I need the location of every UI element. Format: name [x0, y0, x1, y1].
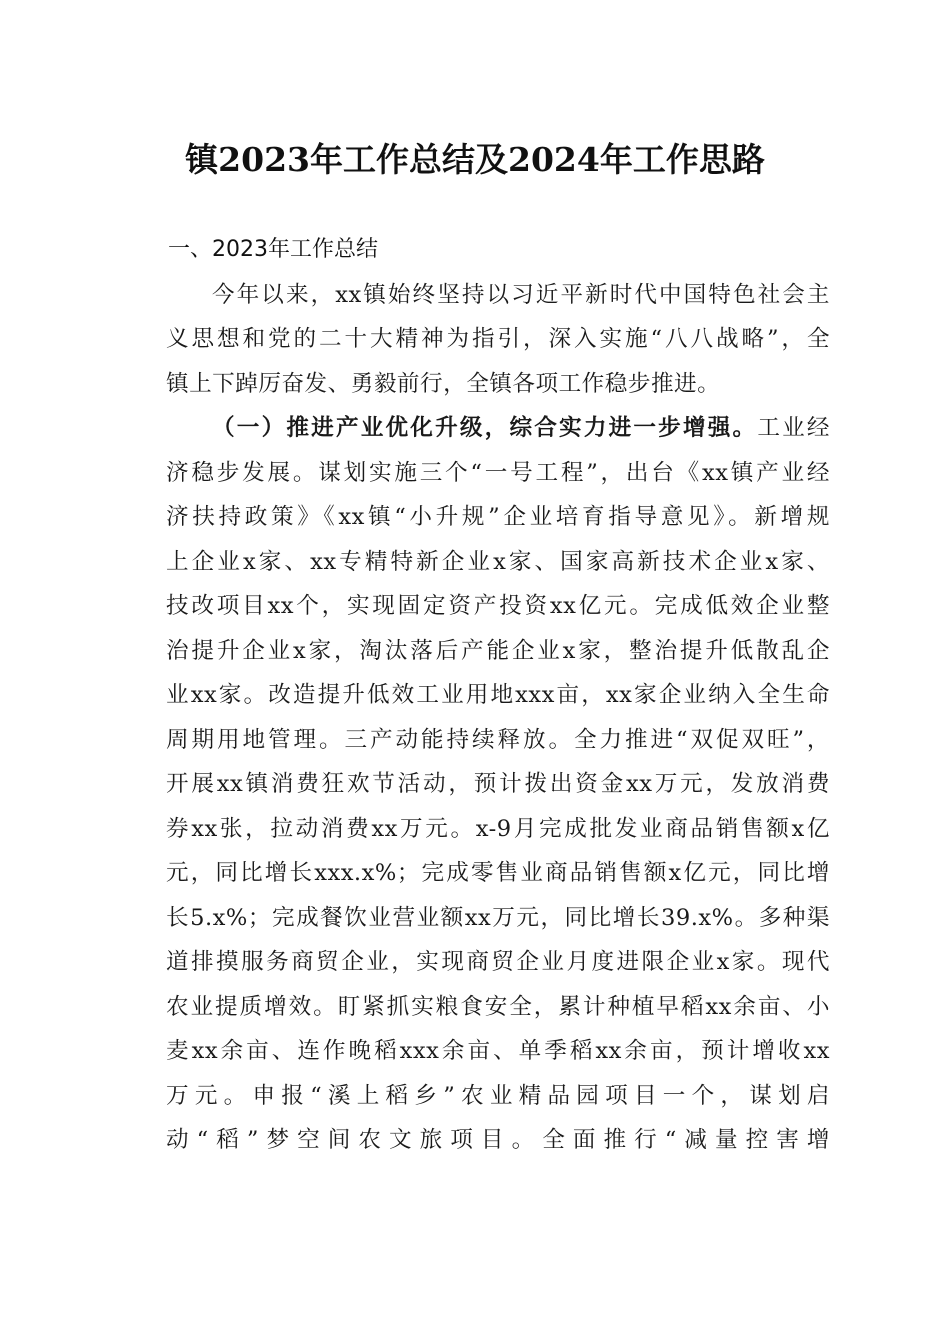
body-line: 动“稻”梦空间农文旅项目。全面推行“减量控害增 — [166, 1127, 830, 1153]
subsection-first-line-text: 工业经 — [757, 415, 831, 441]
body-line: 万元。申报“溪上稻乡”农业精品园项目一个，谋划启 — [166, 1082, 830, 1109]
body-line: 周期用地管理。三产动能持续释放。全力推进“双促双旺”， — [166, 726, 830, 753]
body-line: 长5.x%；完成餐饮业营业额xx万元，同比增长39.x%。多种渠 — [166, 904, 830, 931]
subsection-first-line — [120, 406, 830, 451]
body-line: 农业提质增效。盯紧抓实粮食安全，累计种植早稻xx余亩、小 — [166, 993, 830, 1020]
document-title: 镇2023年工作总结及2024年工作思路 — [185, 140, 765, 179]
intro-paragraph — [120, 273, 830, 407]
body-line: 道排摸服务商贸企业，实现商贸企业月度进限企业x家。现代 — [166, 949, 830, 975]
document-body — [120, 228, 830, 1163]
section-heading-work-summary: 一、2023年工作总结 — [168, 237, 378, 262]
body-line: 济稳步发展。谋划实施三个“一号工程”，出台《xx镇产业经 — [166, 459, 830, 486]
intro-line: 今年以来，xx镇始终坚持以习近平新时代中国特色社会主 — [212, 281, 830, 308]
subsection-industry-paragraph — [120, 406, 830, 1163]
body-line: 麦xx余亩、连作晚稻xxx余亩、单季稻xx余亩，预计增收xx — [166, 1038, 830, 1064]
body-line: 技改项目xx个，实现固定资产投资xx亿元。完成低效企业整 — [166, 593, 830, 619]
body-line: 元，同比增长xxx.x%；完成零售业商品销售额x亿元，同比增 — [166, 860, 830, 886]
subsection-heading: （一）推进产业优化升级，综合实力进一步增强。 — [212, 415, 758, 441]
intro-line: 义思想和党的二十大精神为指引，深入实施“八八战略”，全 — [166, 326, 830, 352]
body-line: 业xx家。改造提升低效工业用地xxx亩，xx家企业纳入全生命 — [166, 682, 830, 708]
body-line: 券xx张，拉动消费xx万元。x-9月完成批发业商品销售额x亿 — [166, 815, 830, 842]
intro-line: 镇上下踔厉奋发、勇毅前行，全镇各项工作稳步推进。 — [166, 370, 721, 397]
body-line: 治提升企业x家，淘汰落后产能企业x家，整治提升低散乱企 — [166, 637, 830, 664]
body-line: 上企业x家、xx专精特新企业x家、国家高新技术企业x家、 — [166, 548, 830, 575]
body-line: 济扶持政策》《xx镇“小升规”企业培育指导意见》。新增规 — [166, 504, 830, 530]
body-line: 开展xx镇消费狂欢节活动，预计拨出资金xx万元，发放消费 — [166, 771, 830, 797]
